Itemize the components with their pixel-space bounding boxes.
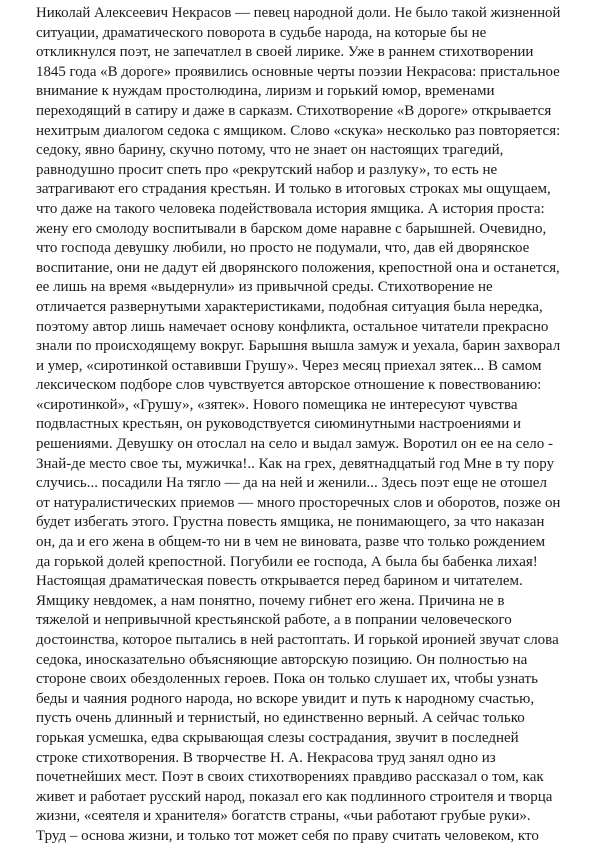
text-line: отличается развернутыми характеристиками, подобная ситуация была нередка,	[36, 298, 543, 315]
text-line: стороне своих обездоленных героев. Пока он только слушает их, чтобы узнать	[36, 671, 538, 688]
text-line: строке стихотворения. В творчестве Н. А. Некрасова труд занял одно из	[36, 749, 496, 766]
text-line: воспитание, они не дадут ей дворянского положения, крепостной она и останется,	[36, 259, 560, 276]
text-line: он, да и его жена в общем-то ни в чем не виновата, разве что только рождением	[36, 534, 546, 551]
text-line: от натуралистических приемов — много просторечных слов и оборотов, позже он	[36, 494, 561, 511]
text-line: Ямщику невдомек, а нам понятно, почему гибнет его жена. Причина не в	[36, 592, 505, 609]
text-line: ситуации, драматического поворота в судьбе народа, на которые бы не	[36, 24, 487, 41]
text-line: почетнейших мест. Поэт в своих стихотворениях правдиво рассказал о том, как	[36, 769, 544, 786]
text-line: переходящий в сатиру и даже в сарказм. Стихотворение «В дороге» открывается	[36, 102, 552, 119]
text-line: Настоящая драматическая повесть открывается перед барином и читателем.	[36, 573, 523, 590]
text-line: подвластных крестьян, он руководствуется сиюминутными настроениями и	[36, 416, 522, 433]
text-line: да горькой долей крепостной. Погубили ее господа, А была бы бабенка лихая!	[36, 553, 538, 570]
text-line: ее лишь на время «выдернули» из привычной среды. Стихотворение не	[36, 279, 493, 296]
text-line: жену его смолоду воспитывали в барском доме наравне с барышней. Очевидно,	[36, 220, 547, 237]
text-line: горькая усмешка, едва скрывающая слезы сострадания, звучит в последней	[36, 729, 519, 746]
text-line: нехитрым диалогом седока с ямщиком. Слово «скука» несколько раз повторяется:	[36, 122, 561, 139]
text-line: Знай-де место свое ты, мужичка!.. Как на грех, девятнадцатый год Мне в ту пору	[36, 455, 555, 472]
text-line: беды и чаяния родного народа, но вскоре увидит и путь к народному счастью,	[36, 690, 535, 707]
text-line: случись... посадили На тягло — да на ней и женили... Здесь поэт еще не отошел	[36, 475, 547, 492]
text-line: внимание к нуждам простолюдина, лиризм и горький юмор, временами	[36, 83, 495, 100]
text-line: решениями. Девушку он отослал на село и выдал замуж. Воротил он ее на село -	[36, 436, 553, 453]
text-line: достоинства, которое пытались в ней растоптать. И горькой иронией звучат слова	[36, 632, 559, 648]
text-line: будет избегать этого. Грустна повесть ямщика, не понимающего, за что наказан	[36, 514, 545, 531]
text-line: и умер, «сиротинкой оставивши Грушу». Через месяц приехал зятек... В самом	[36, 357, 542, 374]
text-line: «сиротинкой», «Грушу», «зятек». Нового помещика не интересуют чувства	[36, 396, 518, 413]
essay-text-block	[36, 4, 560, 847]
text-line: Николай Алексеевич Некрасов — певец народной доли. Не было такой жизненной	[36, 5, 561, 21]
text-line: знали по происходящему вокруг. Барышня вышла замуж и уехала, барин захворал	[36, 338, 561, 355]
text-line: лексическом подборе слов чувствуется авторское отношение к повествованию:	[36, 377, 542, 394]
text-line: седоку, явно барину, скучно потому, что не знает он настоящих трагедий,	[36, 142, 504, 159]
text-line: тяжелой и непривычной крестьянской работе, а в попрании человеческого	[36, 612, 512, 629]
text-line: откликнулся поэт, не запечатлел в своей лирике. Уже в раннем стихотворении	[36, 44, 534, 61]
text-line: седока, иносказательно объясняющие авторскую позицию. Он полностью на	[36, 651, 528, 668]
text-line: затрагивают его страдания крестьян. И только в итоговых строках мы ощущаем,	[36, 181, 551, 198]
text-line: поэтому автор лишь намечает основу конфликта, остальное читатели прекрасно	[36, 318, 549, 335]
text-line: пусть очень длинный и тернистый, но единственно верный. А сейчас только	[36, 710, 525, 727]
text-line: что даже на такого человека подействовала история ямщика. А история проста:	[36, 200, 545, 217]
text-line: что господа девушку любили, но просто не подумали, что, дав ей дворянское	[36, 240, 530, 257]
text-line: 1845 года «В дороге» проявились основные черты поэзии Некрасова: пристальное	[36, 63, 560, 80]
text-line: жизни, «сеятеля и хранителя» богатств страны, «чьи работают грубые руки».	[36, 808, 531, 825]
text-line: живет и работает русский народ, показал его как подлинного строителя и творца	[36, 788, 553, 805]
text-line: Труд – основа жизни, и только тот может себя по праву считать человеком, кто	[36, 827, 539, 844]
text-line: равнодушно просит спеть про «рекрутский набор и разлуку», то есть не	[36, 161, 498, 178]
